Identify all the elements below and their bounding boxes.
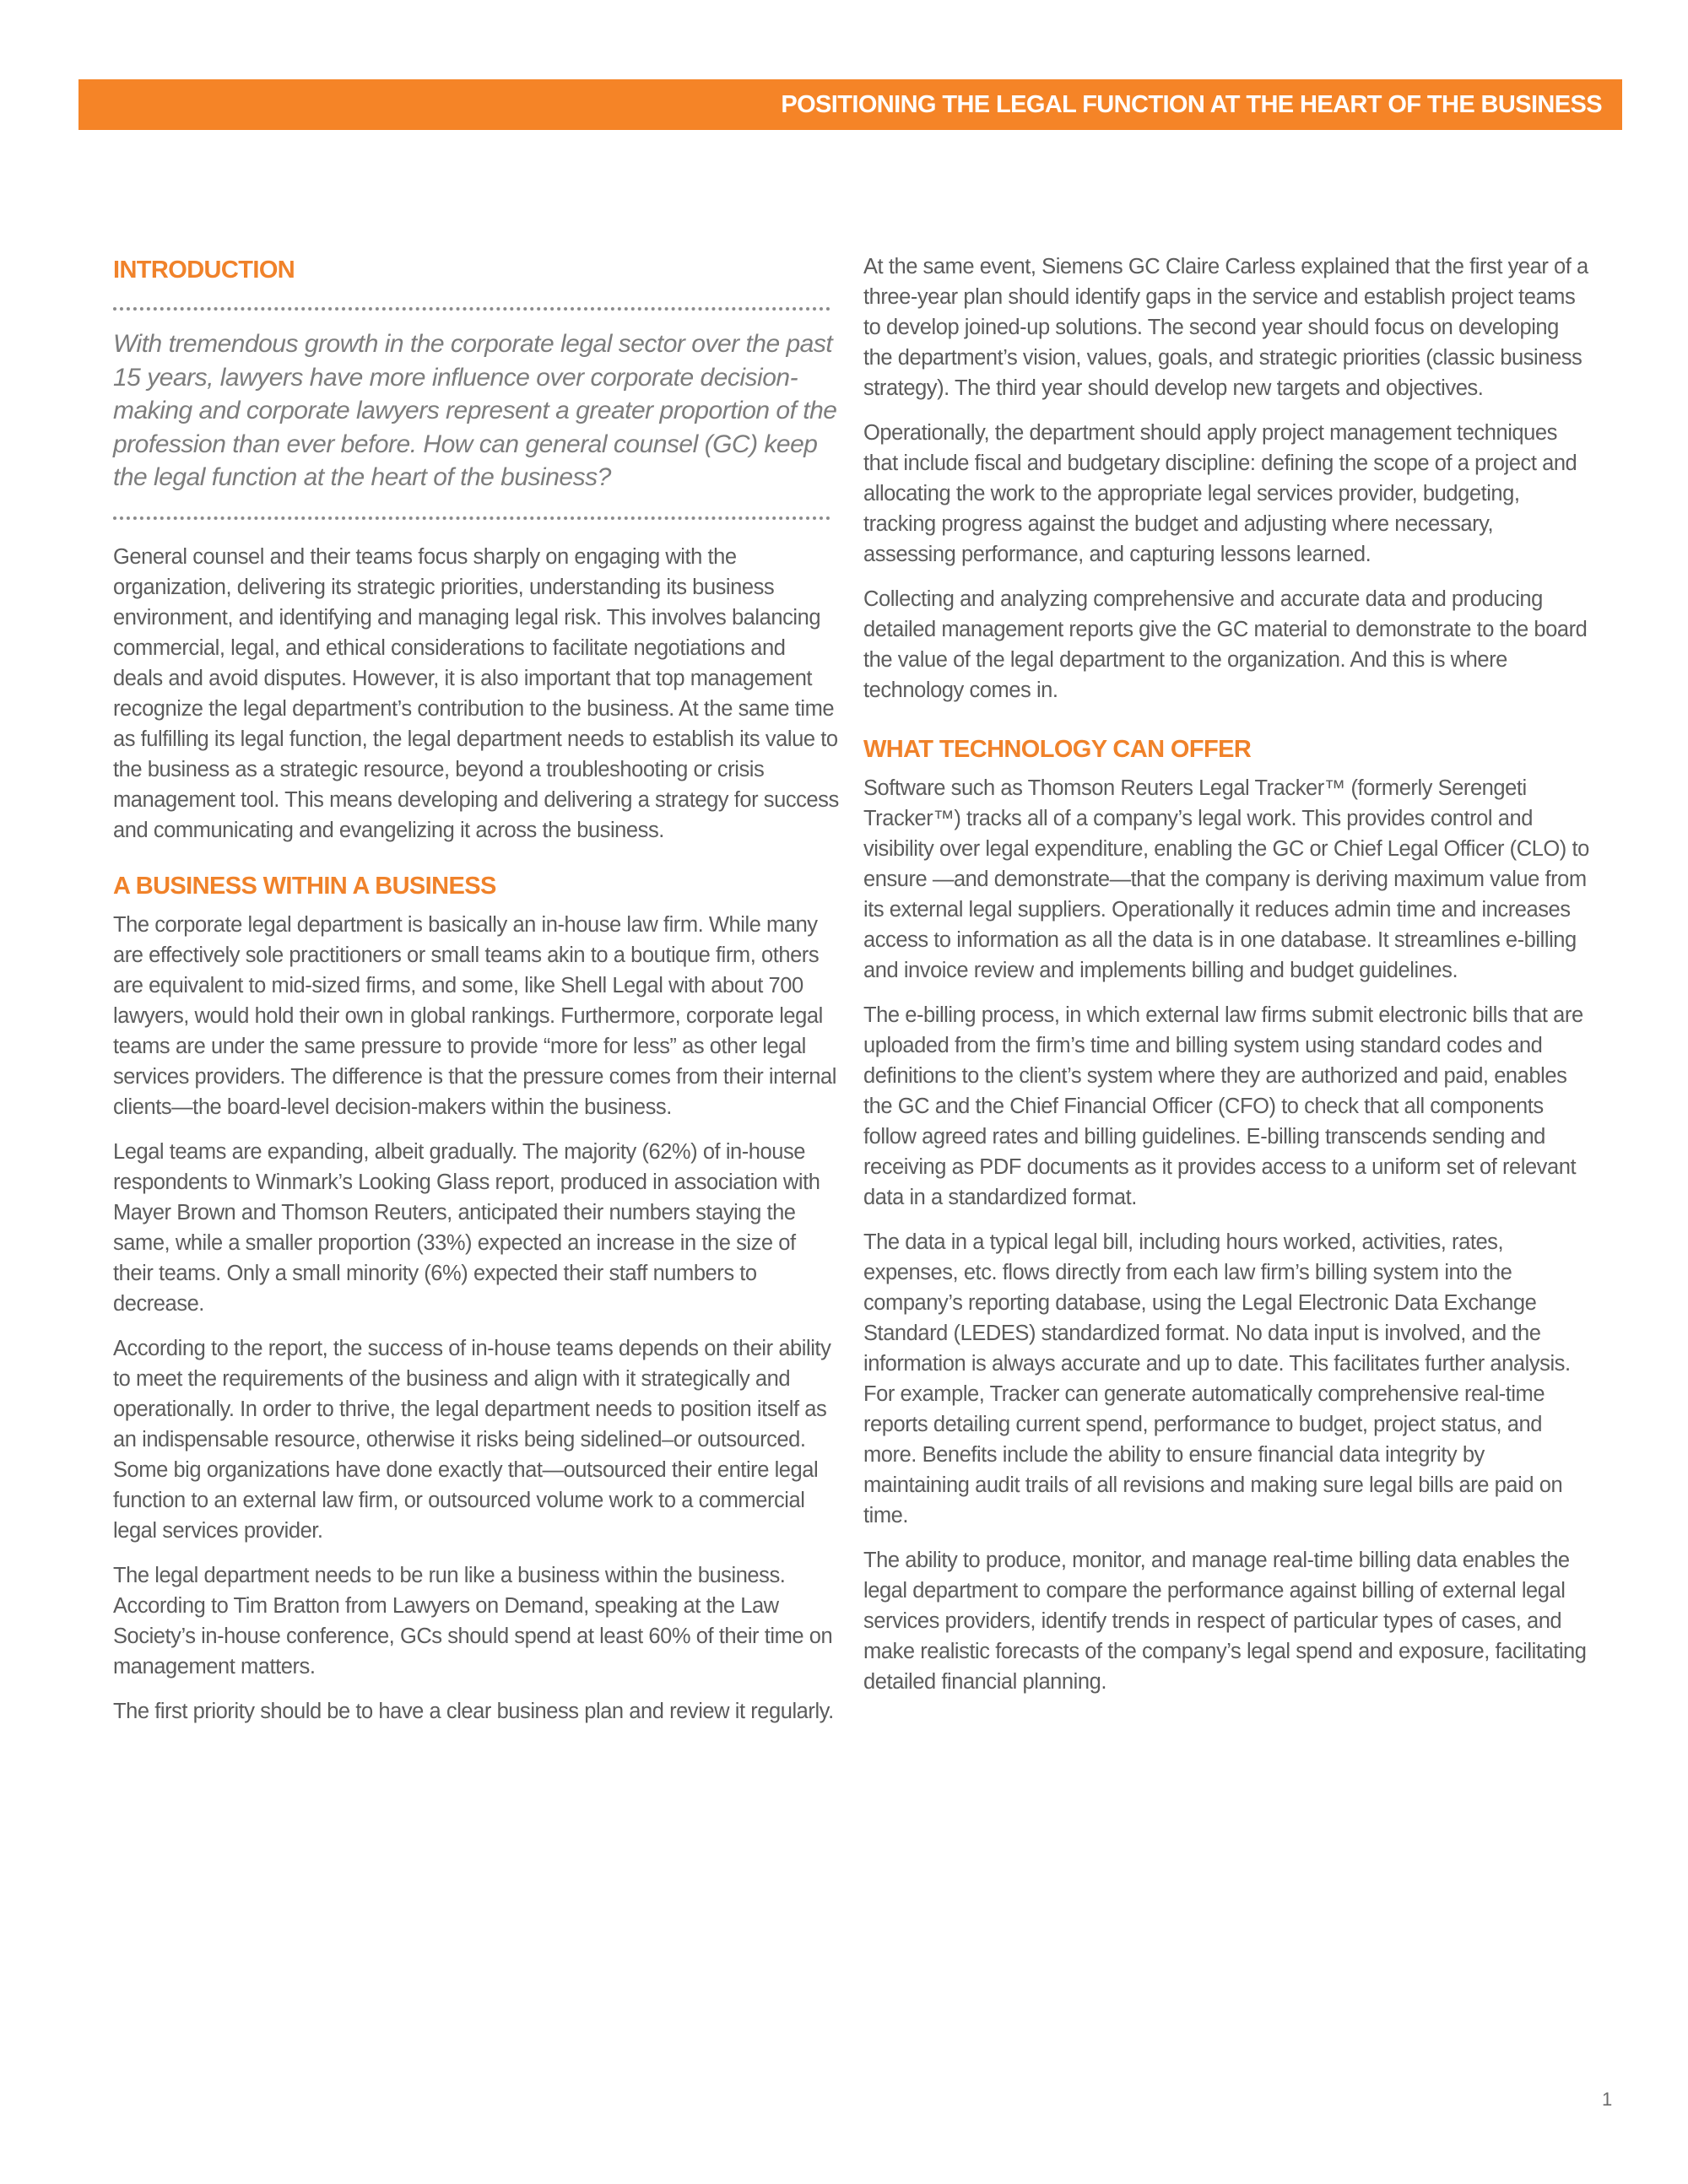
header-bar xyxy=(78,79,1622,130)
business-within-heading: A BUSINESS WITHIN A BUSINESS xyxy=(113,872,496,900)
technology-paragraph: Software such as Thomson Reuters Legal Tracker™ (formerly Serengeti Tracker™) tracks all of a company’s legal work. This provides control and visibility over legal expenditure, enabling the GC or Chief Legal Officer (CLO) to ensure —and demonstrate—that the company is deriving maximum value from its external legal suppliers. Operationally it reduces admin time and increases access to information as all the data is in one database. It streamlines e-billing and invoice review and implements billing and budget guidelines. xyxy=(863,776,1589,982)
right-column xyxy=(863,251,1589,1711)
dotted-divider-bottom xyxy=(113,516,830,520)
continued-paragraph: At the same event, Siemens GC Claire Carless explained that the first year of a three-year plan should identify gaps in the service and establish project teams to develop joined-up solutions. The second year should focus on developing the department’s vision, values, goals, and strategic priorities (classic business strategy). The third year should develop new targets and objectives. xyxy=(863,255,1588,400)
technology-paragraph: The ability to produce, monitor, and manage real-time billing data enables the legal department to compare the performance against billing of external legal services providers, identify trends in respect of particular types of cases, and make realistic forecasts of the company’s legal spend and exposure, facilitating detailed financial planning. xyxy=(863,1549,1587,1694)
business-paragraph: The legal department needs to be run like a business within the business. According to Tim Bratton from Lawyers on Demand, speaking at the Law Society’s in-house conference, GCs should spend at least 60% of their time on management matters. xyxy=(113,1563,833,1679)
business-paragraph: The corporate legal department is basically an in-house law firm. While many are effectively sole practitioners or small teams akin to a boutique firm, others are equivalent to mid-sized firms, and some, like Shell Legal with about 700 lawyers, would hold their own in global rankings. Furthermore, corporate legal teams are under the same pressure to provide “more for less” as other legal services providers. The difference is that the pressure comes from their internal clients—the board-level decision-makers within the business. xyxy=(113,912,836,1119)
technology-section xyxy=(863,731,1589,1697)
technology-paragraph: The e-billing process, in which external law firms submit electronic bills that are uploaded from the firm’s time and billing system using standard codes and definitions to the client’s system where they are authorized and paid, enables the GC and the Chief Financial Officer (CFO) to check that all components follow agreed rates and billing guidelines. E-billing transcends sending and receiving as PDF documents as it provides access to a uniform set of relevant data in a standardized format. xyxy=(863,1003,1583,1209)
page-number: 1 xyxy=(1602,2089,1613,2110)
technology-heading: WHAT TECHNOLOGY CAN OFFER xyxy=(863,736,1252,763)
business-paragraph: Legal teams are expanding, albeit gradually. The majority (62%) of in-house respondents to Winmark’s Looking Glass report, produced in association with Mayer Brown and Thomson Reuters, anticipated their numbers staying the same, while a smaller proportion (33%) expected an increase in the size of their teams. Only a small minority (6%) expected their staff numbers to decrease. xyxy=(113,1139,820,1316)
left-column xyxy=(113,251,839,1741)
business-paragraph: According to the report, the success of in-house teams depends on their ability to meet the requirements of the business and align with it strategically and operationally. In order to thrive, the legal department needs to position itself as an indispensable resource, otherwise it risks being sidelined–or outsourced. Some big organizations have done exactly that—outsourced their entire legal function to an external law firm, or outsourced volume work to a commercial legal services provider. xyxy=(113,1336,831,1543)
continued-paragraph: Operationally, the department should apply project management techniques that include fiscal and budgetary discipline: defining the scope of a project and allocating the work to the appropriate legal services provider, budgeting, tracking progress against the budget and adjusting where necessary, assessing performance, and capturing lessons learned. xyxy=(863,421,1577,566)
introduction-paragraph: General counsel and their teams focus sharply on engaging with the organization, delivering its strategic priorities, understanding its business environment, and identifying and managing legal risk. This involves balancing commercial, legal, and ethical considerations to facilitate negotiations and deals and avoid disputes. However, it is also important that top management recognize the legal department’s contribution to the business. At the same time as fulfilling its legal function, the legal department needs to establish its value to the business as a strategic resource, beyond a troubleshooting or crisis management tool. This means developing and delivering a strategy for success and communicating and evangelizing it across the business. xyxy=(113,544,839,842)
introduction-heading: INTRODUCTION xyxy=(113,257,295,284)
introduction-section xyxy=(113,251,839,846)
business-within-section xyxy=(113,868,839,1727)
dotted-divider-top xyxy=(113,307,830,311)
document-title: POSITIONING THE LEGAL FUNCTION AT THE HEART OF THE BUSINESS xyxy=(781,90,1602,118)
business-paragraph: The first priority should be to have a clear business plan and review it regularly. xyxy=(113,1699,834,1723)
continued-section xyxy=(863,251,1589,705)
technology-paragraph: The data in a typical legal bill, including hours worked, activities, rates, expenses, etc. flows directly from each law firm’s billing system into the company’s reporting database, using the Legal Electronic Data Exchange Standard (LEDES) standardized format. No data input is involved, and the information is always accurate and up to date. This facilitates further analysis. For example, Tracker can generate automatically comprehensive real-time reports detailing current spend, performance to budget, project status, and more. Benefits include the ability to ensure financial data integrity by maintaining audit trails of all revisions and making sure legal bills are paid on time. xyxy=(863,1230,1571,1527)
continued-paragraph: Collecting and analyzing comprehensive and accurate data and producing detailed management reports give the GC material to demonstrate to the board the value of the legal department to the organization. And this is where technology comes in. xyxy=(863,587,1588,702)
introduction-pullquote: With tremendous growth in the corporate legal sector over the past 15 years, lawyers have more influence over corporate decision-making and corporate lawyers represent a greater proportion of the profession than ever before. How can general counsel (GC) keep the legal function at the heart of the business? xyxy=(113,330,837,491)
